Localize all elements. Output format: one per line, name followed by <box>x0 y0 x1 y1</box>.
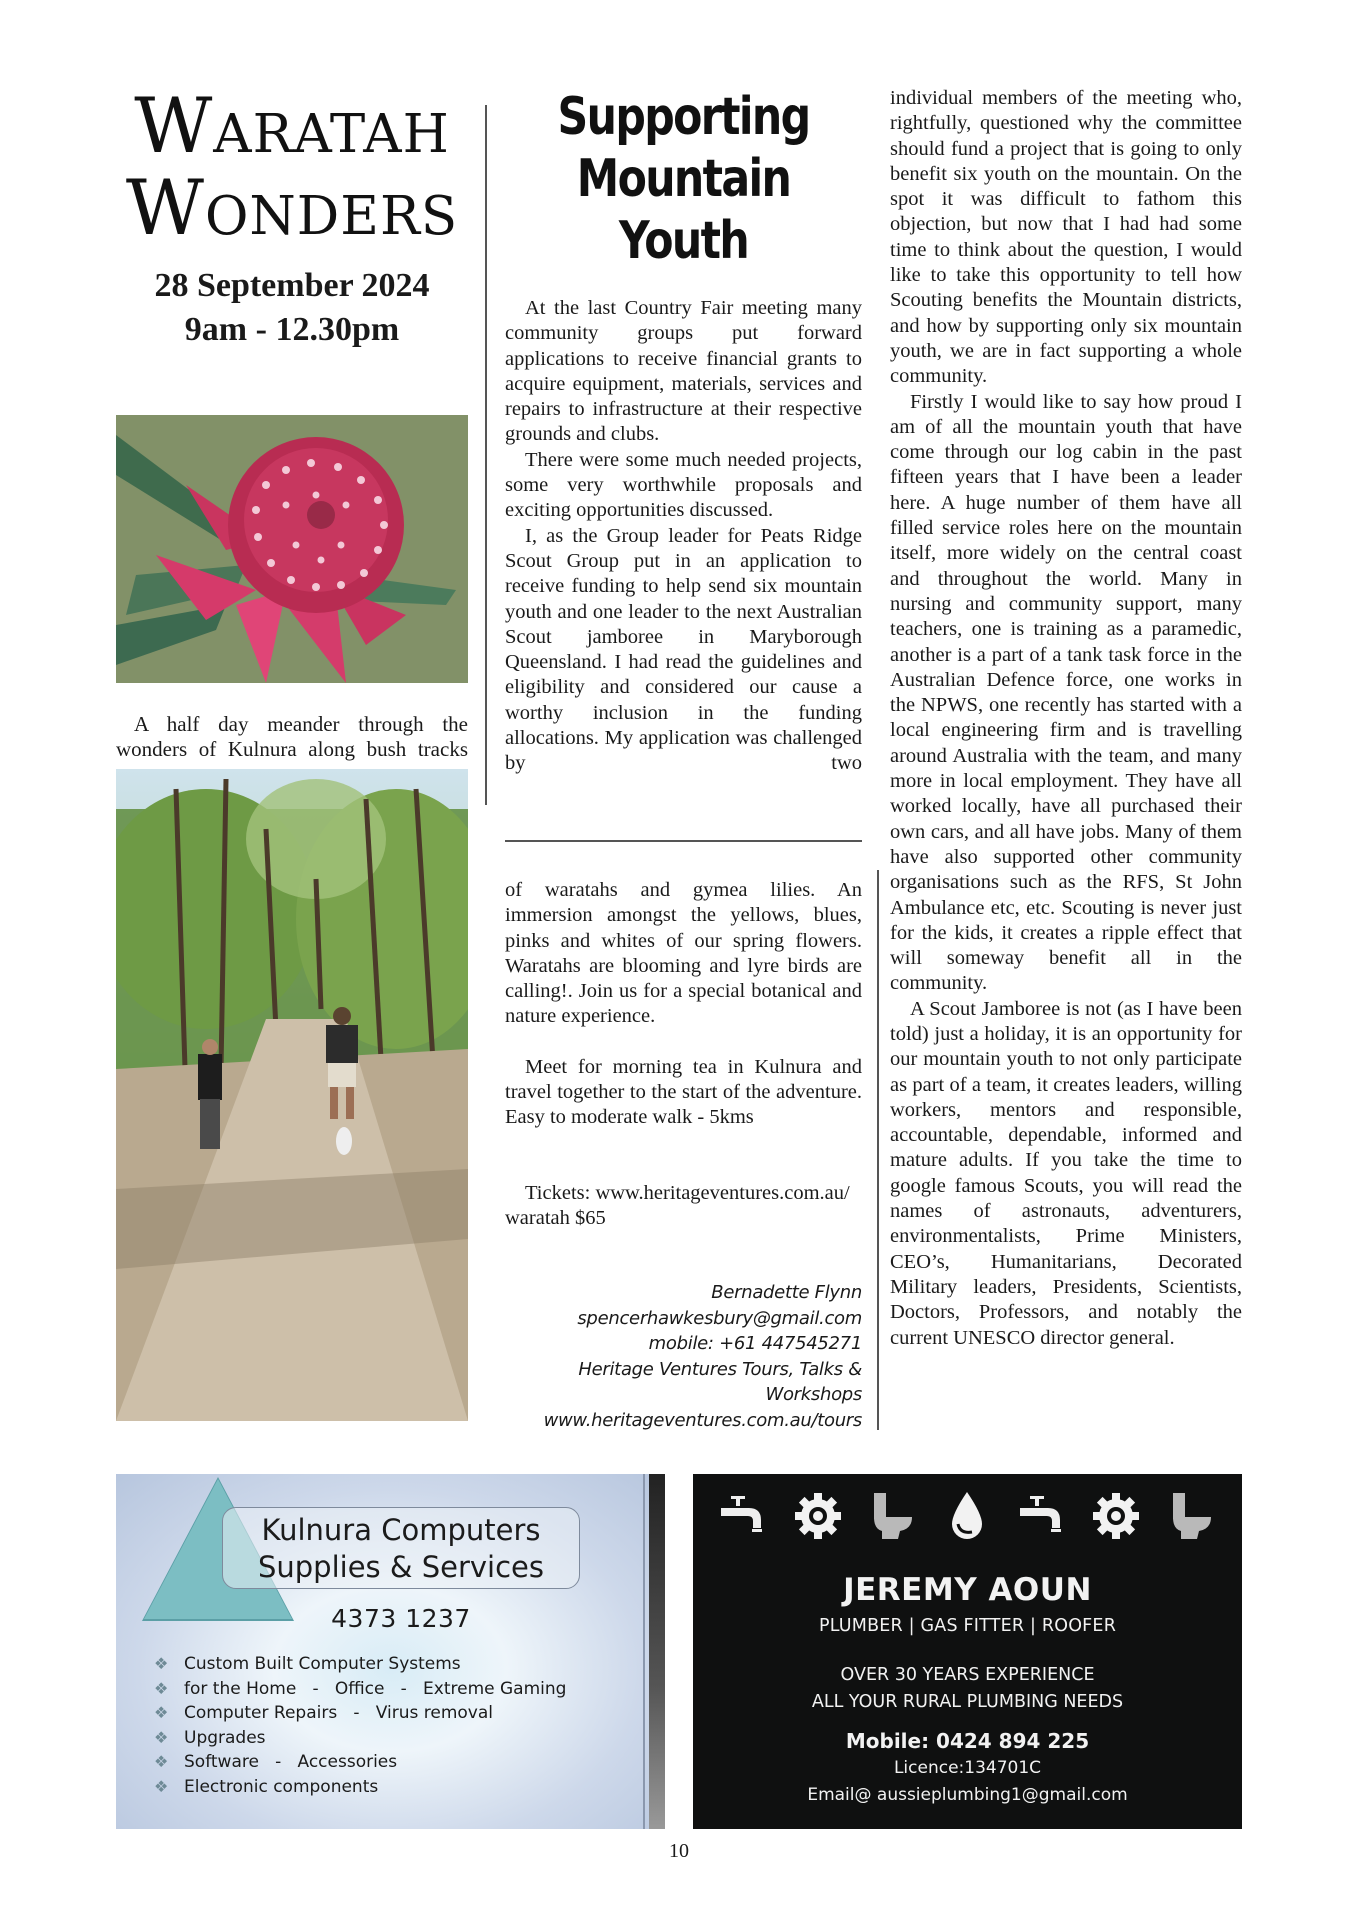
trade-icons-row <box>717 1488 1217 1544</box>
event-date: 28 September 2024 <box>154 267 430 304</box>
column-divider-left <box>485 105 487 805</box>
service-item: ❖ Custom Built Computer Systems <box>154 1652 566 1677</box>
gear-icon <box>1090 1490 1142 1542</box>
ad-plumber <box>693 1474 1242 1829</box>
event-caption-text: A half day meander through the wonders of Kulnura along bush tracks <box>116 712 468 761</box>
service-item: ❖ Upgrades <box>154 1726 566 1751</box>
article-title-line-2: Mountain <box>576 149 791 209</box>
ad-title-line-1: Kulnura Computers <box>261 1513 541 1547</box>
ad-kulnura-computers <box>116 1474 665 1829</box>
contact-email[interactable]: spencerhawkesbury@gmail.com <box>577 1307 862 1329</box>
article-paragraph: At the last Country Fair meeting many community groups put forward applications to receive financial grants to acquire equipment, materials, services and repairs to infrastructure at their respective grounds and clubs. <box>505 297 862 446</box>
service-item: ❖ Software - Accessories <box>154 1750 566 1775</box>
hiker-left <box>198 1039 222 1149</box>
bush-track-photo <box>116 769 468 1421</box>
contact-mobile: mobile: +61 447545271 <box>648 1333 862 1354</box>
experience-line-2: ALL YOUR RURAL PLUMBING NEEDS <box>811 1692 1124 1712</box>
bush-walk-illustration <box>116 769 468 1421</box>
contact-block <box>505 1280 862 1433</box>
event-description <box>505 878 862 1231</box>
event-title-line-2: Wonders <box>125 163 459 252</box>
article-title-line-1: Supporting <box>557 87 810 147</box>
contact-name: Bernadette Flynn <box>711 1282 862 1303</box>
halftone-border <box>649 1474 665 1829</box>
contact-organisation: Heritage Ventures Tours, Talks & <box>578 1358 862 1380</box>
event-title-line-1: Waratah <box>134 81 450 170</box>
tap-icon <box>1016 1490 1068 1542</box>
contact-website[interactable]: www.heritageventures.com.au/tours <box>543 1409 862 1431</box>
article-paragraph: There were some much needed projects, some very worthwhile proposals and exciting opportunities discussed. <box>505 448 862 522</box>
water-drop-icon <box>941 1490 993 1542</box>
plumber-mobile: Mobile: 0424 894 225 <box>845 1729 1090 1753</box>
column-divider-right <box>877 870 879 1430</box>
plumber-experience <box>693 1662 1242 1716</box>
toilet-icon <box>1165 1490 1217 1542</box>
event-date-time <box>116 264 468 352</box>
article-title-line-3: Youth <box>618 211 749 271</box>
plumber-licence: Licence:134701C <box>893 1758 1042 1778</box>
plumber-email[interactable]: Email@ aussieplumbing1@gmail.com <box>807 1785 1128 1805</box>
plumber-trades: PLUMBER | GAS FITTER | ROOFER <box>818 1616 1117 1636</box>
ad-border-line <box>643 1474 645 1829</box>
service-item: ❖ for the Home - Office - Extreme Gaming <box>154 1677 566 1702</box>
event-time: 9am - 12.30pm <box>184 311 400 348</box>
diamond-bullet-icon: ❖ <box>154 1703 169 1722</box>
gear-icon <box>792 1490 844 1542</box>
ad-title <box>222 1512 580 1586</box>
waratah-flower-illustration <box>116 415 468 683</box>
toilet-icon <box>866 1490 918 1542</box>
diamond-bullet-icon: ❖ <box>154 1727 169 1747</box>
event-caption <box>116 712 468 762</box>
ad-phone: 4373 1237 <box>331 1604 471 1633</box>
event-details-paragraph: Meet for morning tea in Kulnura and travel together to the start of the adventure. Easy to moderate walk - 5kms <box>505 1055 862 1129</box>
ad-title-line-2: Supplies & Services <box>257 1550 544 1584</box>
article-paragraph: I, as the Group leader for Peats Ridge Scout Group put in an application to receive funding to help send six mountain youth and one leader to the next Australian Scout jamboree in Maryborough Queensland. I had read the guidelines and eligibility and considered our cause a worthy inclusion in the funding allocations. My application was challenged by two <box>505 524 862 775</box>
service-item: ❖ Electronic components <box>154 1775 566 1800</box>
waratah-flower-photo <box>116 415 468 683</box>
article-body-column-1 <box>505 296 862 777</box>
experience-line-1: OVER 30 YEARS EXPERIENCE <box>840 1665 1095 1685</box>
event-description-paragraph: of waratahs and gymea lilies. An immersion amongst the yellows, blues, pinks and whites of our spring flowers. Waratahs are blooming and lyre birds are calling!. Join us for a special botanical and nature experience. <box>505 879 862 1028</box>
article-paragraph: Firstly I would like to say how proud I am of all the mountain youth that have come through our log cabin in the past fifteen years that I have been a leader here. A huge number of them have all filled service roles here on the mountain itself, more widely on the central coast and throughout the world. Many in nursing and community support, many teachers, one is training as a paramedic, another is a part of a tank task force in the Australian Defence force, one works in the NPWS, one recently has started with a local engineering firm and is travelling around Australia with the team, and many more in local employment. They have all worked locally, have all purchased their own cars, and all have jobs. Many of them have also supported other community organisations such as the RFS, St John Ambulance etc, etc. Scouting is never just for the kids, it creates a ripple effect that will someway benefit all in the community. <box>890 390 1242 995</box>
contact-organisation-2: Workshops <box>765 1384 862 1405</box>
article-title <box>537 86 830 272</box>
page-number: 10 <box>669 1840 689 1862</box>
section-divider <box>505 840 862 842</box>
services-list <box>154 1652 566 1799</box>
diamond-bullet-icon: ❖ <box>154 1678 169 1698</box>
tap-icon <box>717 1490 769 1542</box>
service-item: ❖ Computer Repairs - Virus removal <box>154 1701 566 1726</box>
diamond-bullet-icon: ❖ <box>154 1752 169 1771</box>
article-body-column-2 <box>890 86 1242 1351</box>
article-paragraph: A Scout Jamboree is not (as I have been told) just a holiday, it is an opportunity for our mountain youth to not only participate as part of a team, it creates leaders, willing workers, mentors and responsible, accountable, dependable, informed and mature adults. If you take the time to google famous Scouts, you will read the names of astronauts, adventurers, environmentalists, Prime Ministers, CEO’s, Humanitarians, Decorated Military leaders, Presidents, Scientists, Doctors, Professors, and notably the current UNESCO director general. <box>890 997 1242 1349</box>
event-title <box>116 81 468 252</box>
article-paragraph: individual members of the meeting who, rightfully, questioned why the committee should fund a project that is going to only benefit six youth on the mountain. On the spot it was difficult to fathom this objection, but now that I had had some time to think about the question, I would like to take this opportunity to tell how Scouting benefits the Mountain districts, and how by supporting only six mountain youth, we are in fact supporting a whole community. <box>890 87 1242 388</box>
plumber-name: JEREMY AOUN <box>843 1572 1092 1608</box>
tickets-info: Tickets: www.heritageventures.com.au/waratah $65 <box>505 1181 850 1229</box>
diamond-bullet-icon: ❖ <box>154 1776 169 1796</box>
diamond-bullet-icon: ❖ <box>154 1654 169 1673</box>
event-header <box>116 81 468 352</box>
